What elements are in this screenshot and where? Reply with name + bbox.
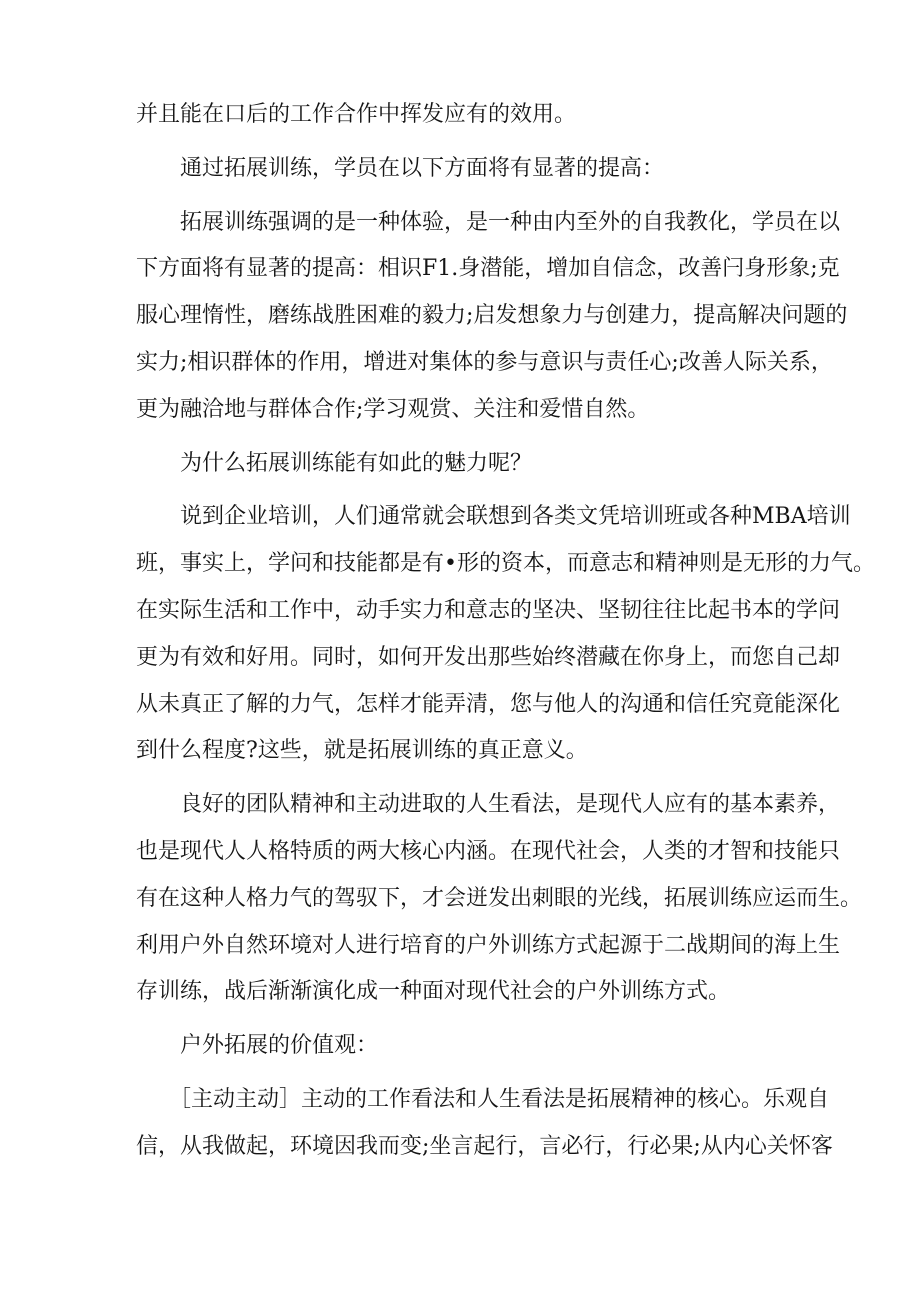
paragraph-line: 更为有效和好用。同时，如何开发出那些始终潜藏在你身上，而您自己却 xyxy=(136,644,841,670)
paragraph-line: 拓展训练强调的是一种体验，是一种由内至外的自我教化，学员在以 xyxy=(136,209,841,235)
paragraph-line: 班，事实上，学问和技能都是有•形的资本，而意志和精神则是无形的力气。 xyxy=(136,551,875,577)
paragraph-line: 户外拓展的价值观： xyxy=(136,1033,379,1059)
paragraph-line: 更为融洽地与群体合作;学习观赏、关注和爱惜自然。 xyxy=(136,396,650,422)
paragraph-line: 通过拓展训练，学员在以下方面将有显著的提高： xyxy=(136,155,665,181)
paragraph-line: 也是现代人人格特质的两大核心内涵。在现代社会，人类的才智和技能只 xyxy=(136,838,841,864)
paragraph-line: 实力;相识群体的作用，增进对集体的参与意识与责任心;改善人际关系， xyxy=(136,349,833,375)
paragraph-line: 到什么程度?这些，就是拓展训练的真正意义。 xyxy=(136,738,588,764)
paragraph-line: 从未真正了解的力气，怎样才能弄清，您与他人的沟通和信任究竟能深化 xyxy=(136,691,841,717)
paragraph-line: 信，从我做起，环境因我而变;坐言起行，言必行，行必果;从内心关怀客 xyxy=(136,1133,833,1159)
paragraph-line: ［主动主动］主动的工作看法和人生看法是拓展精神的核心。乐观自 xyxy=(136,1086,830,1112)
paragraph-line: 服心理惰性，磨练战胜困难的毅力;启发想象力与创建力，提高解决问题的 xyxy=(136,303,848,329)
paragraph-line: 并且能在口后的工作合作中挥发应有的效用。 xyxy=(136,102,577,127)
paragraph-line: 下方面将有显著的提高：相识F1.身潜能，增加自信念，改善闩身形象;克 xyxy=(136,256,840,282)
document-body xyxy=(136,92,875,1171)
paragraph-line: 良好的团队精神和主动进取的人生看法，是现代人应有的基本素养， xyxy=(136,792,841,818)
paragraph-line: 说到企业培训，人们通常就会联想到各类文凭培训班或各种MBA培训 xyxy=(136,504,851,530)
paragraph-line: 在实际生活和工作中，动手实力和意志的坚决、坚韧往往比起书本的学问 xyxy=(136,597,841,623)
paragraph-line: 利用户外自然环境对人进行培育的户外训练方式起源于二战期间的海上生 xyxy=(136,932,841,958)
paragraph-line: 为什么拓展训练能有如此的魅力呢？ xyxy=(136,450,533,476)
paragraph-line: 存训练，战后渐渐演化成一种面对现代社会的户外训练方式。 xyxy=(136,979,731,1005)
paragraph-line: 有在这种人格力气的驾驭下，才会迸发出刺眼的光线，拓展训练应运而生。 xyxy=(136,885,863,911)
